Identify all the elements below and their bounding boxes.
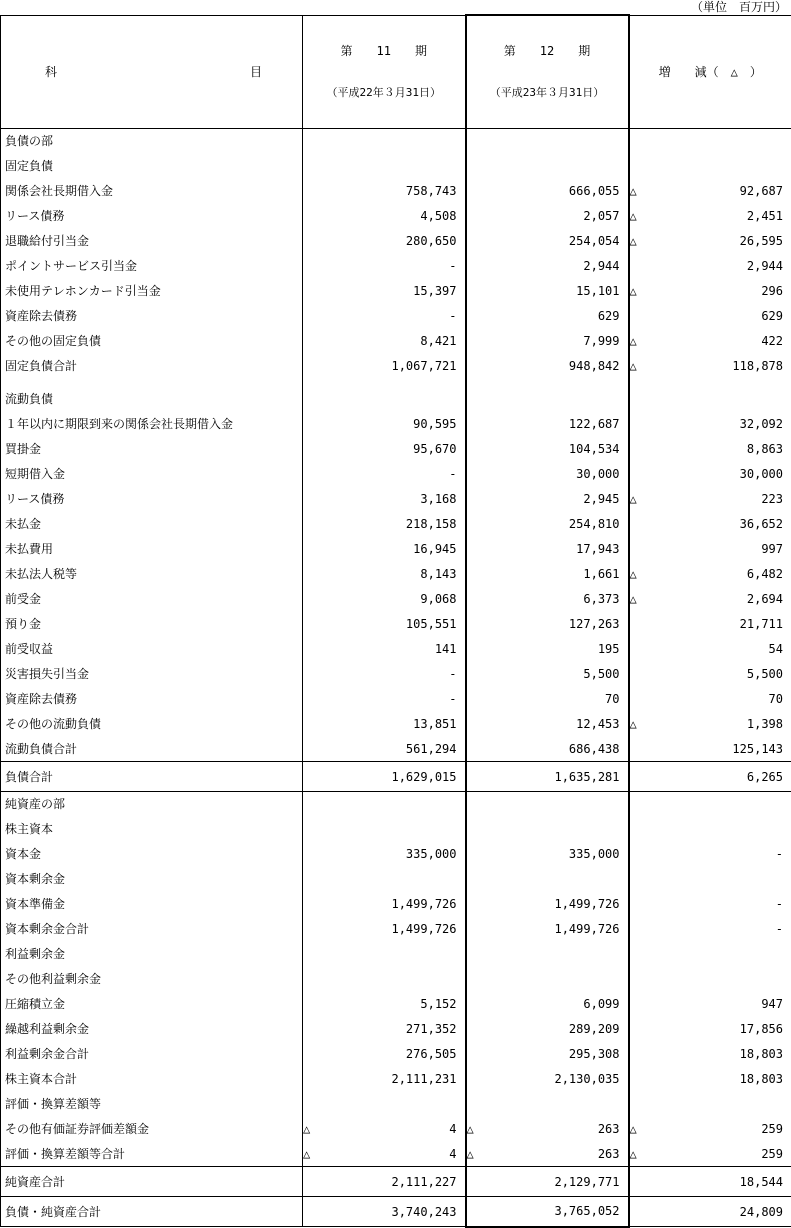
header-item-right: 目 [250, 65, 262, 79]
row-label: 負債・純資産合計 [1, 1197, 303, 1227]
negative-mark: △ [630, 492, 637, 506]
negative-mark: △ [630, 234, 637, 248]
table-row: 資産除去債務 - 70 70 [1, 687, 791, 712]
cell-value: 1,398 [747, 717, 783, 731]
table-row: 災害損失引当金 - 5,500 5,500 [1, 662, 791, 687]
cell-value: 259 [761, 1147, 783, 1161]
table-row: 利益剰余金合計 276,505 295,308 18,803 [1, 1042, 791, 1067]
table-row: 圧縮積立金 5,152 6,099 947 [1, 992, 791, 1017]
table-row: 預り金 105,551 127,263 21,711 [1, 612, 791, 637]
row-label: その他有価証券評価差額金 [1, 1117, 303, 1142]
table-row: 前受収益 141 195 54 [1, 637, 791, 662]
table-row: 資本金 335,000 335,000 - [1, 842, 791, 867]
row-label: 資産除去債務 [1, 304, 303, 329]
table-row [1, 1117, 791, 1142]
row-label: 固定負債合計 [1, 354, 303, 379]
cell-value: 259 [761, 1122, 783, 1136]
row-label: 預り金 [1, 612, 303, 637]
table-row: 固定負債合計 1,067,721 948,842 △ 118,878 [1, 354, 791, 379]
table-row: 退職給付引当金 280,650 254,054 △ 26,595 [1, 229, 791, 254]
header-diff: 増 減（ △ ） [629, 15, 791, 129]
table-row [1, 1142, 791, 1167]
table-row: 未払金 218,158 254,810 36,652 [1, 512, 791, 537]
cell-value: 223 [761, 492, 783, 506]
table-row: 流動負債合計 561,294 686,438 125,143 [1, 737, 791, 762]
row-label: その他の固定負債 [1, 329, 303, 354]
row-label: 株主資本 [1, 817, 303, 842]
row-label: リース債務 [1, 204, 303, 229]
row-label: 前受収益 [1, 637, 303, 662]
cell-value: 296 [761, 284, 783, 298]
table-row [1, 967, 791, 992]
table-row: リース債務 3,168 2,945 △ 223 [1, 487, 791, 512]
row-label: 株主資本合計 [1, 1067, 303, 1092]
negative-mark: △ [630, 1147, 637, 1161]
table-row [1, 379, 791, 387]
row-label: 純資産の部 [1, 792, 303, 817]
cell-value: 4 [449, 1147, 456, 1161]
table-row: 負債・純資産合計 3,740,243 3,765,052 24,809 [1, 1197, 791, 1227]
unit-label: （単位 百万円） [691, 0, 787, 14]
negative-mark: △ [630, 1122, 637, 1136]
table-row [1, 154, 791, 179]
table-header-row [1, 15, 791, 129]
cell-value: 92,687 [740, 184, 783, 198]
balance-sheet-table [0, 14, 791, 1228]
row-label: 純資産合計 [1, 1167, 303, 1197]
table-row: 資本剰余金合計 1,499,726 1,499,726 - [1, 917, 791, 942]
table-row [1, 817, 791, 842]
cell-value: 263 [598, 1122, 620, 1136]
row-label: 圧縮積立金 [1, 992, 303, 1017]
table-row: 資産除去債務 - 629 629 [1, 304, 791, 329]
negative-mark: △ [630, 592, 637, 606]
row-label: 負債の部 [1, 129, 303, 154]
table-row [1, 1092, 791, 1117]
row-label: 利益剰余金 [1, 942, 303, 967]
row-label: 流動負債 [1, 387, 303, 412]
table-row: 資本準備金 1,499,726 1,499,726 - [1, 892, 791, 917]
row-label: 未払法人税等 [1, 562, 303, 587]
header-period-11: 第 11 期 （平成22年３月31日） [303, 15, 466, 129]
cell-value: 422 [761, 334, 783, 348]
row-label: 短期借入金 [1, 462, 303, 487]
table-row: 株主資本合計 2,111,231 2,130,035 18,803 [1, 1067, 791, 1092]
row-label: 資産除去債務 [1, 687, 303, 712]
row-label: 未払金 [1, 512, 303, 537]
negative-mark: △ [630, 359, 637, 373]
row-label: 関係会社長期借入金 [1, 179, 303, 204]
row-label: 負債合計 [1, 762, 303, 792]
row-label: 災害損失引当金 [1, 662, 303, 687]
row-label: 資本剰余金 [1, 867, 303, 892]
negative-mark: △ [467, 1122, 474, 1136]
cell-value: 2,694 [747, 592, 783, 606]
negative-mark: △ [303, 1147, 310, 1161]
row-label: 評価・換算差額等 [1, 1092, 303, 1117]
table-row: 負債合計 1,629,015 1,635,281 6,265 [1, 762, 791, 792]
negative-mark: △ [630, 284, 637, 298]
row-label: １年以内に期限到来の関係会社長期借入金 [1, 412, 303, 437]
table-row: 繰越利益剰余金 271,352 289,209 17,856 [1, 1017, 791, 1042]
table-row [1, 942, 791, 967]
cell-value: 4 [449, 1122, 456, 1136]
negative-mark: △ [303, 1122, 310, 1136]
row-label: 繰越利益剰余金 [1, 1017, 303, 1042]
table-row: その他の流動負債 13,851 12,453 △ 1,398 [1, 712, 791, 737]
table-row [1, 792, 791, 817]
row-label: 利益剰余金合計 [1, 1042, 303, 1067]
table-row: 関係会社長期借入金 758,743 666,055 △ 92,687 [1, 179, 791, 204]
negative-mark: △ [630, 334, 637, 348]
header-item-left: 科 [45, 65, 57, 79]
cell-value: 263 [598, 1147, 620, 1161]
cell-value: 118,878 [732, 359, 783, 373]
header-period-12: 第 12 期 （平成23年３月31日） [466, 15, 629, 129]
row-label: リース債務 [1, 487, 303, 512]
negative-mark: △ [467, 1147, 474, 1161]
table-row [1, 867, 791, 892]
row-label: 資本剰余金合計 [1, 917, 303, 942]
row-label: 退職給付引当金 [1, 229, 303, 254]
negative-mark: △ [630, 209, 637, 223]
table-row: その他の固定負債 8,421 7,999 △ 422 [1, 329, 791, 354]
negative-mark: △ [630, 184, 637, 198]
table-row [1, 387, 791, 412]
table-row: 買掛金 95,670 104,534 8,863 [1, 437, 791, 462]
row-label: その他の流動負債 [1, 712, 303, 737]
row-label: その他利益剰余金 [1, 967, 303, 992]
row-label: 流動負債合計 [1, 737, 303, 762]
table-row: 前受金 9,068 6,373 △ 2,694 [1, 587, 791, 612]
cell-value: 2,451 [747, 209, 783, 223]
row-label: 固定負債 [1, 154, 303, 179]
cell-value: 6,482 [747, 567, 783, 581]
row-label: 買掛金 [1, 437, 303, 462]
row-label: 資本金 [1, 842, 303, 867]
row-label: 未払費用 [1, 537, 303, 562]
table-row [1, 129, 791, 154]
table-row: ポイントサービス引当金 - 2,944 2,944 [1, 254, 791, 279]
row-label: ポイントサービス引当金 [1, 254, 303, 279]
negative-mark: △ [630, 567, 637, 581]
row-label: 未使用テレホンカード引当金 [1, 279, 303, 304]
row-label: 前受金 [1, 587, 303, 612]
row-label: 評価・換算差額等合計 [1, 1142, 303, 1167]
table-row: 未払費用 16,945 17,943 997 [1, 537, 791, 562]
table-row: 未払法人税等 8,143 1,661 △ 6,482 [1, 562, 791, 587]
negative-mark: △ [630, 717, 637, 731]
table-row: 純資産合計 2,111,227 2,129,771 18,544 [1, 1167, 791, 1197]
table-row: 未使用テレホンカード引当金 15,397 15,101 △ 296 [1, 279, 791, 304]
table-row: 短期借入金 - 30,000 30,000 [1, 462, 791, 487]
row-label: 資本準備金 [1, 892, 303, 917]
header-item [1, 15, 303, 129]
table-row: リース債務 4,508 2,057 △ 2,451 [1, 204, 791, 229]
cell-value: 26,595 [740, 234, 783, 248]
table-row: １年以内に期限到来の関係会社長期借入金 90,595 122,687 32,092 [1, 412, 791, 437]
